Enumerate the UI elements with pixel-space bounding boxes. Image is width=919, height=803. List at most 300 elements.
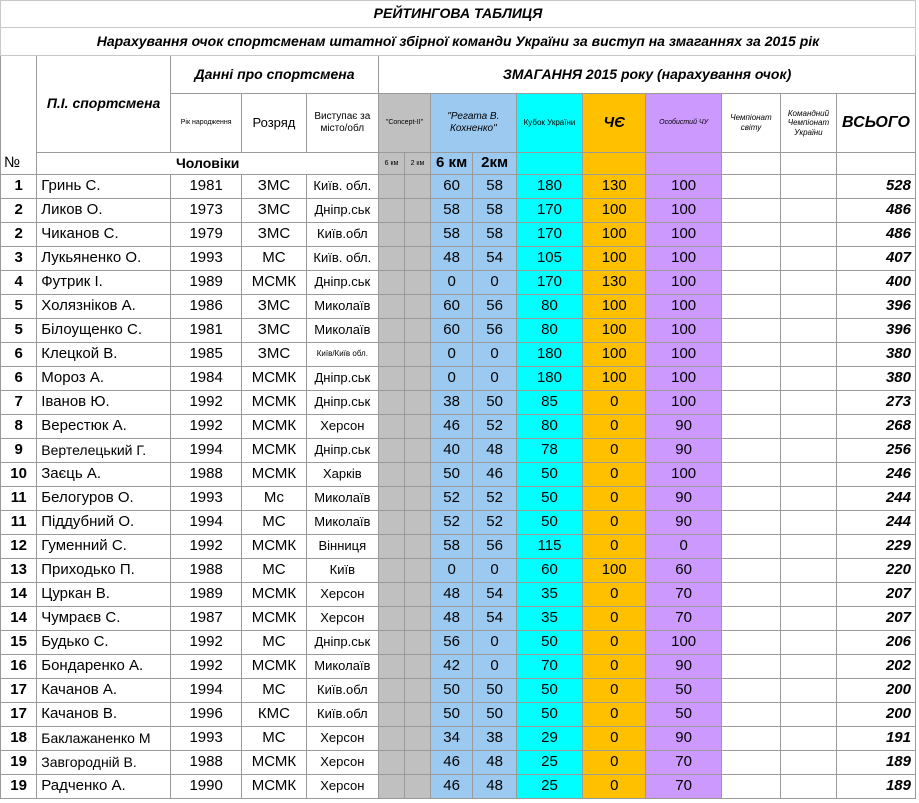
- total-points: 273: [836, 391, 915, 415]
- cup-ukraine: 180: [516, 367, 582, 391]
- world-ch-cell: [721, 727, 780, 751]
- regata-6km: 34: [430, 727, 472, 751]
- athlete-name: Бондаренко А.: [37, 655, 171, 679]
- regata-2km: 38: [473, 727, 517, 751]
- regata-2km: 54: [473, 583, 517, 607]
- table-row: [1, 703, 916, 727]
- header-birth-year: Рік народження: [170, 94, 241, 153]
- athlete-city: Київ. обл.: [306, 247, 379, 271]
- athlete-city: Дніпр.ськ: [306, 271, 379, 295]
- european-ch: 0: [583, 751, 646, 775]
- birth-year: 1986: [170, 295, 241, 319]
- world-ch-cell: [721, 559, 780, 583]
- athlete-rank: МСМК: [242, 415, 306, 439]
- regata-6km: 0: [430, 271, 472, 295]
- team-cu-cell: [781, 679, 837, 703]
- european-ch: 0: [583, 463, 646, 487]
- athlete-rank: МС: [242, 679, 306, 703]
- athlete-name: Холязніков А.: [37, 295, 171, 319]
- team-cu-cell: [781, 439, 837, 463]
- cup-ukraine: 50: [516, 703, 582, 727]
- regata-2km: 0: [473, 271, 517, 295]
- team-cu-cell: [781, 559, 837, 583]
- athlete-rank: ЗМС: [242, 343, 306, 367]
- personal-cu: 50: [646, 679, 722, 703]
- birth-year: 1992: [170, 535, 241, 559]
- birth-year: 1988: [170, 559, 241, 583]
- regata-6km: 50: [430, 679, 472, 703]
- birth-year: 1994: [170, 511, 241, 535]
- row-number: 11: [1, 511, 37, 535]
- cup-ukraine: 25: [516, 751, 582, 775]
- concept-6km-cell: [379, 559, 405, 583]
- header-team-cu: Командний Чемпіонат України: [781, 94, 837, 153]
- personal-cu: 70: [646, 583, 722, 607]
- athlete-city: Дніпр.ськ: [306, 391, 379, 415]
- regata-2km: 52: [473, 415, 517, 439]
- athlete-rank: ЗМС: [242, 319, 306, 343]
- header-regata-6km: 6 км: [430, 153, 472, 175]
- athlete-name: Чумраєв С.: [37, 607, 171, 631]
- total-points: 380: [836, 367, 915, 391]
- concept-2km-cell: [404, 727, 430, 751]
- world-ch-cell: [721, 703, 780, 727]
- concept-2km-cell: [404, 751, 430, 775]
- athlete-city: Київ. обл.: [306, 175, 379, 199]
- world-ch-cell: [721, 439, 780, 463]
- world-ch-cell: [721, 247, 780, 271]
- personal-cu: 100: [646, 175, 722, 199]
- regata-6km: 58: [430, 535, 472, 559]
- table-row: [1, 727, 916, 751]
- total-points: 200: [836, 703, 915, 727]
- world-ch-cell: [721, 775, 780, 799]
- athlete-rank: ЗМС: [242, 175, 306, 199]
- team-cu-cell: [781, 727, 837, 751]
- regata-2km: 0: [473, 631, 517, 655]
- team-cu-cell: [781, 703, 837, 727]
- table-row: [1, 439, 916, 463]
- team-cu-cell: [781, 319, 837, 343]
- athlete-city: Херсон: [306, 727, 379, 751]
- header-cup-blank: [516, 153, 582, 175]
- regata-2km: 48: [473, 439, 517, 463]
- european-ch: 0: [583, 655, 646, 679]
- table-row: [1, 391, 916, 415]
- birth-year: 1993: [170, 727, 241, 751]
- concept-6km-cell: [379, 343, 405, 367]
- header-ce: ЧЄ: [583, 94, 646, 153]
- regata-6km: 46: [430, 751, 472, 775]
- european-ch: 0: [583, 679, 646, 703]
- concept-6km-cell: [379, 775, 405, 799]
- cup-ukraine: 50: [516, 511, 582, 535]
- athlete-name: Будько С.: [37, 631, 171, 655]
- row-number: 13: [1, 559, 37, 583]
- birth-year: 1988: [170, 751, 241, 775]
- world-ch-cell: [721, 319, 780, 343]
- birth-year: 1992: [170, 391, 241, 415]
- athlete-rank: МСМК: [242, 367, 306, 391]
- athlete-city: Миколаїв: [306, 295, 379, 319]
- row-number: 17: [1, 703, 37, 727]
- total-points: 486: [836, 223, 915, 247]
- concept-6km-cell: [379, 487, 405, 511]
- birth-year: 1992: [170, 655, 241, 679]
- athlete-name: Верестюк А.: [37, 415, 171, 439]
- concept-2km-cell: [404, 631, 430, 655]
- total-points: 486: [836, 199, 915, 223]
- row-number: 1: [1, 175, 37, 199]
- concept-2km-cell: [404, 583, 430, 607]
- team-cu-cell: [781, 223, 837, 247]
- cup-ukraine: 50: [516, 631, 582, 655]
- world-ch-cell: [721, 391, 780, 415]
- personal-cu: 100: [646, 247, 722, 271]
- birth-year: 1994: [170, 439, 241, 463]
- team-cu-cell: [781, 367, 837, 391]
- row-number: 12: [1, 535, 37, 559]
- world-ch-cell: [721, 751, 780, 775]
- concept-2km-cell: [404, 415, 430, 439]
- total-points: 268: [836, 415, 915, 439]
- table-row: [1, 223, 916, 247]
- header-competitions: ЗМАГАННЯ 2015 року (нарахування очок): [379, 56, 916, 94]
- regata-2km: 58: [473, 223, 517, 247]
- birth-year: 1979: [170, 223, 241, 247]
- header-regata-2km: 2км: [473, 153, 517, 175]
- personal-cu: 100: [646, 391, 722, 415]
- row-number: 17: [1, 679, 37, 703]
- regata-6km: 60: [430, 319, 472, 343]
- concept-6km-cell: [379, 175, 405, 199]
- total-points: 400: [836, 271, 915, 295]
- birth-year: 1993: [170, 247, 241, 271]
- european-ch: 0: [583, 775, 646, 799]
- cup-ukraine: 60: [516, 559, 582, 583]
- personal-cu: 70: [646, 751, 722, 775]
- cup-ukraine: 180: [516, 175, 582, 199]
- athlete-rank: ЗМС: [242, 295, 306, 319]
- concept-2km-cell: [404, 175, 430, 199]
- team-cu-cell: [781, 511, 837, 535]
- concept-2km-cell: [404, 295, 430, 319]
- personal-cu: 50: [646, 703, 722, 727]
- european-ch: 100: [583, 319, 646, 343]
- athlete-name: Завгородній В.: [37, 751, 171, 775]
- header-team-cu-blank: [781, 153, 837, 175]
- header-no: №: [1, 56, 37, 175]
- row-number: 10: [1, 463, 37, 487]
- athlete-rank: МС: [242, 631, 306, 655]
- athlete-city: Херсон: [306, 415, 379, 439]
- team-cu-cell: [781, 487, 837, 511]
- regata-2km: 54: [473, 247, 517, 271]
- row-number: 3: [1, 247, 37, 271]
- athlete-rank: МСМК: [242, 271, 306, 295]
- table-row: [1, 559, 916, 583]
- birth-year: 1992: [170, 415, 241, 439]
- athlete-name: Радченко А.: [37, 775, 171, 799]
- total-points: 200: [836, 679, 915, 703]
- cup-ukraine: 70: [516, 655, 582, 679]
- concept-6km-cell: [379, 511, 405, 535]
- athlete-city: Київ.обл: [306, 223, 379, 247]
- regata-2km: 0: [473, 343, 517, 367]
- table-row: [1, 463, 916, 487]
- cup-ukraine: 29: [516, 727, 582, 751]
- world-ch-cell: [721, 487, 780, 511]
- birth-year: 1993: [170, 487, 241, 511]
- personal-cu: 90: [646, 655, 722, 679]
- total-points: 207: [836, 607, 915, 631]
- regata-2km: 48: [473, 751, 517, 775]
- team-cu-cell: [781, 199, 837, 223]
- row-number: 14: [1, 607, 37, 631]
- total-points: 189: [836, 775, 915, 799]
- regata-2km: 56: [473, 535, 517, 559]
- header-personal-cu-blank: [646, 153, 722, 175]
- athlete-name: Футрик І.: [37, 271, 171, 295]
- row-number: 15: [1, 631, 37, 655]
- table-row: [1, 487, 916, 511]
- athlete-name: Качанов В.: [37, 703, 171, 727]
- concept-6km-cell: [379, 679, 405, 703]
- concept-2km-cell: [404, 439, 430, 463]
- concept-6km-cell: [379, 727, 405, 751]
- team-cu-cell: [781, 415, 837, 439]
- athlete-rank: МС: [242, 559, 306, 583]
- total-points: 206: [836, 631, 915, 655]
- table-row: [1, 607, 916, 631]
- header-total: ВСЬОГО: [836, 94, 915, 153]
- world-ch-cell: [721, 367, 780, 391]
- team-cu-cell: [781, 463, 837, 487]
- header-name: П.І. спортсмена: [37, 56, 171, 153]
- world-ch-cell: [721, 535, 780, 559]
- european-ch: 100: [583, 247, 646, 271]
- european-ch: 0: [583, 631, 646, 655]
- concept-6km-cell: [379, 319, 405, 343]
- regata-2km: 56: [473, 295, 517, 319]
- total-points: 380: [836, 343, 915, 367]
- header-total-blank: [836, 153, 915, 175]
- european-ch: 130: [583, 175, 646, 199]
- european-ch: 100: [583, 199, 646, 223]
- athlete-rank: МС: [242, 247, 306, 271]
- row-number: 6: [1, 343, 37, 367]
- personal-cu: 100: [646, 367, 722, 391]
- total-points: 220: [836, 559, 915, 583]
- athlete-city: Київ/Київ обл.: [306, 343, 379, 367]
- personal-cu: 90: [646, 487, 722, 511]
- cup-ukraine: 50: [516, 463, 582, 487]
- european-ch: 0: [583, 727, 646, 751]
- personal-cu: 100: [646, 463, 722, 487]
- birth-year: 1989: [170, 271, 241, 295]
- concept-6km-cell: [379, 271, 405, 295]
- personal-cu: 100: [646, 319, 722, 343]
- european-ch: 0: [583, 487, 646, 511]
- concept-2km-cell: [404, 559, 430, 583]
- birth-year: 1988: [170, 463, 241, 487]
- concept-6km-cell: [379, 391, 405, 415]
- concept-2km-cell: [404, 367, 430, 391]
- regata-2km: 50: [473, 679, 517, 703]
- world-ch-cell: [721, 583, 780, 607]
- athlete-rank: МСМК: [242, 751, 306, 775]
- athlete-city: Вінниця: [306, 535, 379, 559]
- concept-2km-cell: [404, 223, 430, 247]
- team-cu-cell: [781, 631, 837, 655]
- european-ch: 0: [583, 535, 646, 559]
- birth-year: 1981: [170, 319, 241, 343]
- team-cu-cell: [781, 655, 837, 679]
- birth-year: 1984: [170, 367, 241, 391]
- birth-year: 1987: [170, 607, 241, 631]
- concept-2km-cell: [404, 343, 430, 367]
- birth-year: 1985: [170, 343, 241, 367]
- table-row: [1, 751, 916, 775]
- total-points: 396: [836, 295, 915, 319]
- athlete-city: Херсон: [306, 775, 379, 799]
- regata-2km: 52: [473, 511, 517, 535]
- athlete-city: Харків: [306, 463, 379, 487]
- table-row: [1, 535, 916, 559]
- cup-ukraine: 170: [516, 199, 582, 223]
- cup-ukraine: 80: [516, 319, 582, 343]
- athlete-rank: МС: [242, 727, 306, 751]
- athlete-name: Клецкой В.: [37, 343, 171, 367]
- cup-ukraine: 180: [516, 343, 582, 367]
- team-cu-cell: [781, 175, 837, 199]
- european-ch: 100: [583, 343, 646, 367]
- athlete-name: Мороз А.: [37, 367, 171, 391]
- header-cup: Кубок України: [516, 94, 582, 153]
- row-number: 8: [1, 415, 37, 439]
- world-ch-cell: [721, 679, 780, 703]
- team-cu-cell: [781, 391, 837, 415]
- concept-2km-cell: [404, 247, 430, 271]
- table-row: [1, 271, 916, 295]
- table-row: [1, 319, 916, 343]
- athlete-rank: КМС: [242, 703, 306, 727]
- row-number: 16: [1, 655, 37, 679]
- athlete-rank: ЗМС: [242, 223, 306, 247]
- athlete-rank: МСМК: [242, 655, 306, 679]
- concept-2km-cell: [404, 487, 430, 511]
- personal-cu: 100: [646, 271, 722, 295]
- concept-6km-cell: [379, 655, 405, 679]
- regata-6km: 56: [430, 631, 472, 655]
- european-ch: 0: [583, 703, 646, 727]
- total-points: 207: [836, 583, 915, 607]
- total-points: 244: [836, 487, 915, 511]
- birth-year: 1992: [170, 631, 241, 655]
- birth-year: 1981: [170, 175, 241, 199]
- cup-ukraine: 35: [516, 583, 582, 607]
- regata-2km: 0: [473, 367, 517, 391]
- athlete-name: Піддубний О.: [37, 511, 171, 535]
- athlete-name: Цуркан В.: [37, 583, 171, 607]
- athlete-city: Херсон: [306, 583, 379, 607]
- row-number: 7: [1, 391, 37, 415]
- concept-6km-cell: [379, 415, 405, 439]
- regata-2km: 58: [473, 175, 517, 199]
- european-ch: 0: [583, 511, 646, 535]
- concept-2km-cell: [404, 199, 430, 223]
- personal-cu: 100: [646, 223, 722, 247]
- athlete-name: Іванов Ю.: [37, 391, 171, 415]
- european-ch: 100: [583, 223, 646, 247]
- birth-year: 1990: [170, 775, 241, 799]
- personal-cu: 100: [646, 631, 722, 655]
- athlete-rank: МСМК: [242, 775, 306, 799]
- table-row: [1, 247, 916, 271]
- table-row: [1, 415, 916, 439]
- personal-cu: 100: [646, 343, 722, 367]
- world-ch-cell: [721, 511, 780, 535]
- row-number: 6: [1, 367, 37, 391]
- athlete-city: Київ.обл: [306, 679, 379, 703]
- athlete-name: Чиканов С.: [37, 223, 171, 247]
- personal-cu: 60: [646, 559, 722, 583]
- header-regata: "Регата В. Кохненко": [430, 94, 516, 153]
- athlete-city: Миколаїв: [306, 511, 379, 535]
- regata-2km: 0: [473, 559, 517, 583]
- european-ch: 0: [583, 607, 646, 631]
- athlete-name: Приходько П.: [37, 559, 171, 583]
- athlete-name: Заєць А.: [37, 463, 171, 487]
- regata-6km: 40: [430, 439, 472, 463]
- athlete-name: Гуменний С.: [37, 535, 171, 559]
- cup-ukraine: 170: [516, 223, 582, 247]
- regata-2km: 56: [473, 319, 517, 343]
- personal-cu: 90: [646, 415, 722, 439]
- table-row: [1, 775, 916, 799]
- table-row: [1, 631, 916, 655]
- european-ch: 0: [583, 439, 646, 463]
- world-ch-cell: [721, 271, 780, 295]
- regata-2km: 54: [473, 607, 517, 631]
- row-number: 18: [1, 727, 37, 751]
- total-points: 407: [836, 247, 915, 271]
- header-city: Виступає за місто/обл: [306, 94, 379, 153]
- header-world-ch: Чемпіонат світу: [721, 94, 780, 153]
- header-concept-2km: 2 км: [404, 153, 430, 175]
- cup-ukraine: 115: [516, 535, 582, 559]
- table-row: [1, 175, 916, 199]
- regata-2km: 0: [473, 655, 517, 679]
- concept-6km-cell: [379, 583, 405, 607]
- cup-ukraine: 170: [516, 271, 582, 295]
- world-ch-cell: [721, 607, 780, 631]
- athlete-city: Миколаїв: [306, 319, 379, 343]
- athlete-city: Київ: [306, 559, 379, 583]
- athlete-city: Миколаїв: [306, 487, 379, 511]
- cup-ukraine: 80: [516, 295, 582, 319]
- european-ch: 100: [583, 559, 646, 583]
- total-points: 202: [836, 655, 915, 679]
- concept-2km-cell: [404, 607, 430, 631]
- row-number: 2: [1, 199, 37, 223]
- total-points: 229: [836, 535, 915, 559]
- cup-ukraine: 85: [516, 391, 582, 415]
- athlete-city: Дніпр.ськ: [306, 367, 379, 391]
- world-ch-cell: [721, 175, 780, 199]
- concept-2km-cell: [404, 463, 430, 487]
- regata-6km: 48: [430, 583, 472, 607]
